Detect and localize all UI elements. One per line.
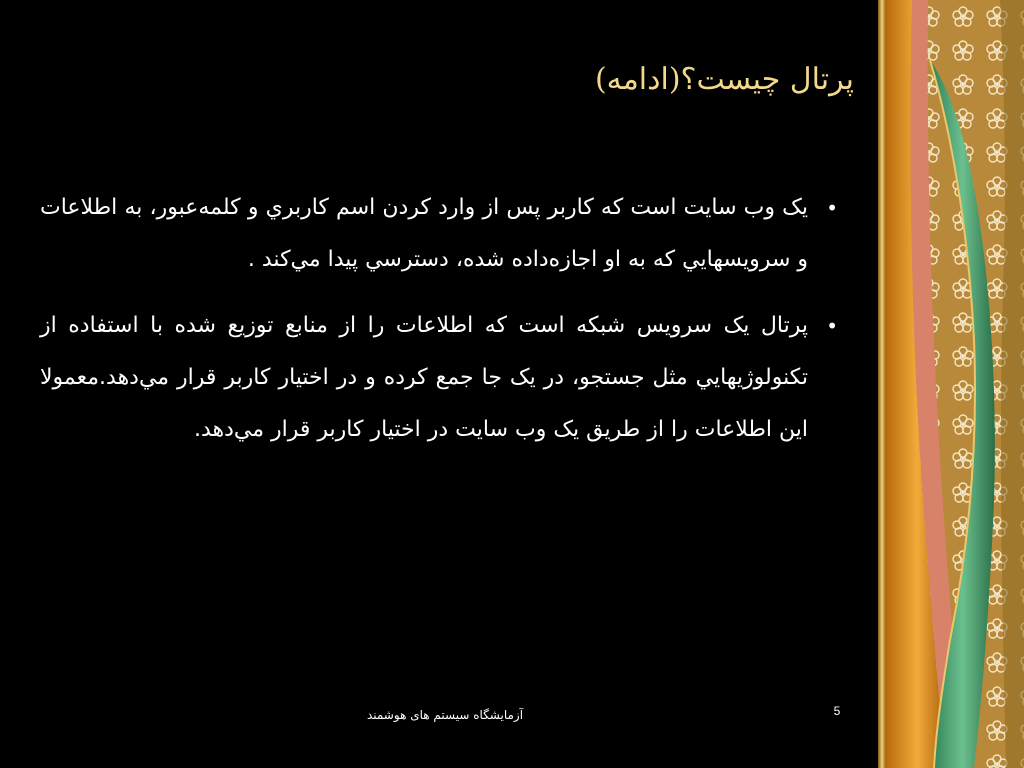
- bullet-text: يک وب سايت است که کاربر پس از وارد کردن اسم کاربري و کلمه‌عبور، به اطلاعات و سرويسهايي که به او اجازه‌داده شده، دسترسي پيدا مي‌کند .: [40, 195, 808, 272]
- bullet-list: [40, 182, 838, 470]
- decorative-curtain-border: [878, 0, 1024, 768]
- bullet-text: پرتال يک سرويس شبکه است که اطلاعات را از منابع توزيع شده با استفاده از تکنولوژيهايي مثل جستجو، در يک جا جمع کرده و در اختيار کاربر قرار مي‌دهد.معمولا اين اطلاعات را از طريق يک وب سايت در اختيار کاربر قرار مي‌دهد.: [40, 313, 808, 442]
- bullet-item: [40, 182, 838, 286]
- bullet-marker: •: [826, 314, 838, 338]
- slide-footer: آزمايشگاه سيستم های هوشمند: [366, 708, 524, 722]
- bullet-item: [40, 300, 838, 456]
- bullet-marker: •: [826, 196, 838, 220]
- page-number: 5: [833, 704, 841, 718]
- slide-title: پرتال چيست؟(ادامه): [594, 62, 854, 97]
